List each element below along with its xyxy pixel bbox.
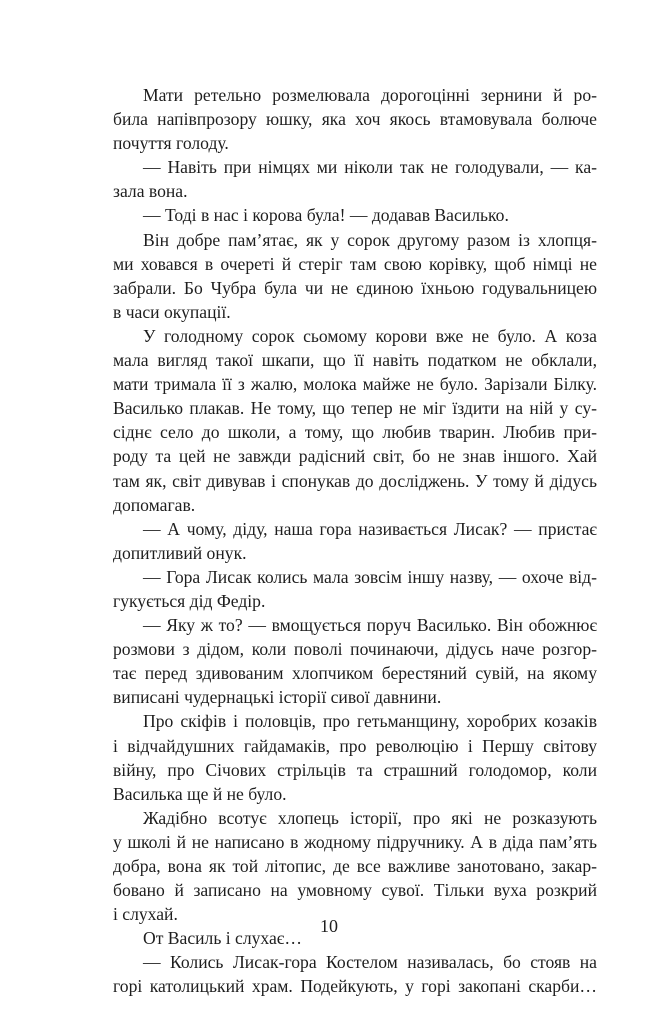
text-line: там як, світ дивував і спонукав до досліджень. У тому й дідусь <box>113 470 597 491</box>
page-number: 10 <box>320 916 338 936</box>
text-line: Мати ретельно розмелювала дорогоцінні зернини й ро- <box>143 85 597 105</box>
text-line: ми ховався в очереті й стеріг там свою корівку, щоб німці не <box>113 253 597 274</box>
text-line: От Василь і слухає… <box>143 928 302 949</box>
text-line: допитливий онук. <box>113 542 247 563</box>
text-line: Василька ще й не було. <box>113 783 287 804</box>
text-line: — Тоді в нас і корова була! — додавав Василько. <box>143 205 509 226</box>
text-line: Про скіфів і половців, про гетьманщину, хоробрих козаків <box>143 711 597 732</box>
text-line: — А чому, діду, наша гора називається Лисак? — пристає <box>143 518 597 539</box>
text-line: Жадібно всотує хлопець історії, про які не розказують <box>143 807 597 828</box>
text-line: у школі й не написано в жодному підручнику. А в діда пам’ять <box>113 831 597 852</box>
text-line: роду та цей не завжди радісний світ, бо не знав іншого. Хай <box>113 446 597 467</box>
text-line: У голодному сорок сьомому корови вже не було. А коза <box>143 325 597 346</box>
text-line: і відчайдушних гайдамаків, про революцію і Першу світову <box>113 735 597 756</box>
text-line: мати тримала її з жалю, молока майже не було. Зарізали Білку. <box>113 374 597 395</box>
text-line: мала вигляд такої шкапи, що її навіть податком не обклали, <box>113 350 597 371</box>
body-text <box>113 83 597 999</box>
text-line: гукується дід Федір. <box>113 590 266 611</box>
text-line: виписані чудернацькі історії сивої давнини. <box>113 687 442 708</box>
text-line: добра, вона як той літопис, де все важливе занотовано, закар- <box>113 856 597 876</box>
text-line: в часи окупації. <box>113 301 231 322</box>
text-line: забрали. Бо Чубра була чи не єдиною їхньою годувальницею <box>113 277 597 298</box>
text-line: тає перед здивованим хлопчиком берестяний сувій, на якому <box>113 663 597 684</box>
text-line: розмови з дідом, коли поволі починаючи, дідусь наче розгор- <box>113 639 597 660</box>
text-line: Василько плакав. Не тому, що тепер не міг їздити на ній у су- <box>113 398 597 419</box>
text-line: зала вона. <box>113 181 188 202</box>
text-line: била напівпрозору юшку, яка хоч якось втамовувала болюче <box>113 109 597 130</box>
text-line: війну, про Січових стрільців та страшний голодомор, коли <box>113 759 597 780</box>
text-line: і слухай. <box>113 904 178 925</box>
text-line: почуття голоду. <box>113 133 229 154</box>
text-line: — Яку ж то? — вмощується поруч Василько. Він обожнює <box>143 615 597 636</box>
text-line: сіднє село до школи, а тому, що любив тварин. Любив при- <box>113 422 597 443</box>
text-line: бовано й записано на умовному сувої. Тільки вуха розкрий <box>113 880 597 901</box>
text-line: допомагав. <box>113 494 196 515</box>
text-line: Він добре пам’ятає, як у сорок другому разом із хлопця- <box>143 229 597 250</box>
text-line: горі католицький храм. Подейкують, у горі закопані скарби… <box>113 976 597 997</box>
text-line: — Гора Лисак колись мала зовсім іншу назву, — охоче від- <box>143 566 597 587</box>
text-line: — Навіть при німцях ми ніколи так не голодували, — ка- <box>143 157 597 178</box>
text-line: — Колись Лисак-гора Костелом називалась, бо стояв на <box>143 952 597 973</box>
